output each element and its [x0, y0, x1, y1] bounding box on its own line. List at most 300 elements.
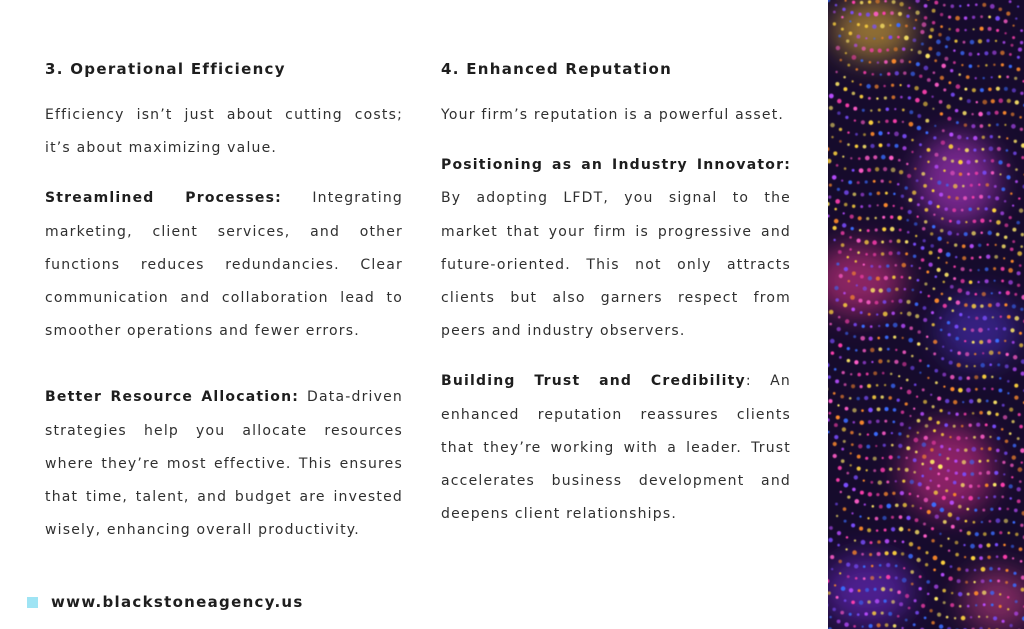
dot [986, 616, 988, 618]
dot [897, 251, 901, 255]
dot [909, 122, 914, 127]
dot [867, 384, 871, 388]
dot [995, 460, 997, 462]
dot [1012, 455, 1016, 459]
dot [935, 515, 939, 519]
website-link[interactable]: www.blackstoneagency.us [51, 593, 304, 611]
dot [838, 343, 842, 347]
dot [956, 449, 959, 452]
dot [1013, 521, 1016, 524]
dot [835, 4, 838, 7]
dot [850, 431, 854, 435]
dot [903, 503, 907, 507]
dot [1009, 432, 1012, 435]
dot [965, 569, 968, 572]
dot [953, 481, 957, 485]
dot [842, 155, 844, 157]
dot [985, 267, 989, 271]
dot [963, 111, 967, 115]
dot [925, 54, 930, 59]
dot [1012, 228, 1016, 232]
dot [940, 229, 944, 233]
dot [1011, 124, 1016, 129]
dot [893, 193, 896, 196]
dot [1020, 128, 1023, 131]
dot [884, 276, 888, 280]
dot [975, 388, 978, 391]
dot [982, 77, 984, 79]
dot [859, 515, 861, 517]
dot [948, 333, 951, 336]
dot [919, 575, 922, 578]
dot [930, 28, 934, 32]
dot [998, 75, 1001, 78]
dot [863, 361, 867, 365]
dot [989, 436, 991, 438]
dot [913, 458, 917, 462]
dot [876, 419, 880, 423]
dot [980, 219, 984, 223]
dot [829, 310, 834, 315]
dot [929, 35, 933, 39]
dot [964, 556, 966, 558]
dot [880, 73, 882, 75]
dot [918, 50, 922, 54]
dot [951, 160, 954, 163]
dot [989, 567, 993, 571]
dot [1005, 364, 1009, 368]
dot [977, 485, 980, 488]
dot [932, 108, 934, 110]
dot [965, 148, 969, 152]
dot [940, 508, 944, 512]
dot [1004, 236, 1008, 240]
dot [947, 321, 950, 324]
dot [1005, 569, 1008, 572]
dot [1017, 251, 1022, 256]
dot [917, 114, 921, 118]
dot [926, 580, 930, 584]
dot [963, 196, 967, 200]
dot [921, 463, 924, 466]
footer [27, 593, 304, 611]
dot [937, 205, 940, 208]
dot [850, 11, 853, 14]
dot [945, 262, 947, 264]
dot [919, 372, 921, 374]
dot [931, 527, 934, 530]
dot [923, 400, 927, 404]
dot [1021, 233, 1024, 236]
dot [860, 275, 864, 279]
dot [932, 323, 935, 326]
dot [995, 40, 997, 42]
dot [924, 4, 928, 8]
dot [914, 599, 917, 602]
dot [831, 568, 833, 570]
dot [859, 527, 863, 531]
dot [869, 553, 872, 556]
dot [894, 132, 899, 137]
dot [970, 244, 974, 248]
dot [941, 64, 946, 69]
dot [1005, 440, 1009, 444]
dot [943, 88, 946, 91]
dot [840, 59, 843, 62]
dot [929, 609, 932, 612]
dot [967, 593, 970, 596]
dot [856, 35, 860, 39]
dot [893, 408, 897, 412]
dot [882, 372, 885, 375]
dot [858, 216, 862, 220]
dot [963, 328, 966, 331]
dot [901, 552, 904, 555]
dot [855, 133, 858, 136]
dot [892, 551, 896, 555]
dot [921, 172, 925, 176]
dot [849, 248, 852, 251]
dot [999, 377, 1001, 379]
dot [857, 466, 861, 470]
dot [885, 192, 888, 195]
dot [851, 523, 855, 527]
dot [955, 553, 959, 557]
dot [991, 604, 994, 607]
dot [972, 412, 975, 415]
dot [921, 604, 925, 608]
dot [936, 421, 939, 424]
dot [899, 515, 903, 519]
dot [878, 265, 881, 268]
dot [865, 156, 870, 161]
dot [1000, 315, 1002, 317]
dot [953, 400, 957, 404]
dot [918, 482, 922, 486]
dot [905, 24, 908, 27]
dot [993, 483, 997, 487]
dot [889, 240, 892, 243]
dot [853, 192, 857, 196]
point-label: Positioning as an Industry Innovator: [441, 157, 791, 174]
dot [858, 13, 861, 16]
dot [869, 541, 872, 544]
dot [978, 184, 980, 186]
dot [934, 125, 936, 127]
dot [947, 241, 949, 243]
dot [856, 238, 860, 242]
dot [847, 495, 850, 498]
dot [894, 264, 897, 267]
dot [905, 252, 908, 255]
dot [899, 2, 903, 6]
dot [851, 443, 854, 446]
dot [943, 4, 946, 7]
dot [943, 304, 947, 308]
dot [905, 402, 908, 405]
dot [930, 244, 934, 248]
dot [1020, 560, 1023, 563]
dot [883, 444, 886, 447]
dot [879, 505, 883, 509]
dot [905, 619, 908, 622]
dot [951, 592, 953, 594]
dot-pattern-graphic [828, 0, 1024, 629]
dot [845, 319, 849, 323]
dot [961, 209, 964, 212]
dot [923, 534, 927, 538]
dot [990, 591, 994, 595]
dot [839, 572, 841, 574]
dot [944, 423, 948, 427]
dot [932, 21, 935, 24]
dot [930, 178, 932, 180]
dot [971, 328, 975, 332]
dot [1010, 463, 1014, 467]
dot [886, 49, 889, 52]
dot [998, 136, 1001, 139]
dot [911, 583, 914, 586]
dot [913, 243, 916, 246]
dot [862, 46, 866, 50]
dot [885, 324, 889, 328]
dot [947, 231, 952, 236]
dot [1007, 392, 1009, 394]
dot [955, 413, 958, 416]
dot [969, 399, 973, 403]
dot [950, 4, 954, 8]
dot [896, 23, 900, 27]
dot [1009, 53, 1012, 56]
dot [874, 588, 877, 591]
dot [944, 273, 948, 277]
dot [1016, 221, 1020, 225]
dot [989, 146, 994, 151]
dot [925, 347, 928, 350]
dot [1000, 51, 1005, 56]
dot [839, 274, 843, 278]
dot [987, 556, 991, 560]
dot [1004, 87, 1008, 91]
dot [1011, 476, 1013, 478]
dot [834, 435, 838, 439]
dot [890, 215, 893, 218]
dot [978, 460, 981, 463]
dot [923, 102, 928, 107]
dot [925, 208, 929, 212]
dot [1017, 284, 1020, 287]
dot [867, 168, 871, 172]
dot [1018, 413, 1021, 416]
dot [973, 581, 975, 583]
dot [950, 603, 954, 607]
dot [1020, 524, 1023, 527]
dot [966, 388, 971, 393]
dot [969, 64, 973, 68]
dot [841, 459, 845, 463]
dot [1008, 280, 1013, 285]
dot [962, 401, 964, 403]
dot [947, 538, 949, 540]
dot [931, 539, 935, 543]
dot [927, 365, 930, 368]
dot [995, 244, 997, 246]
dot [899, 602, 903, 606]
dot [958, 592, 962, 596]
dot [1011, 545, 1014, 548]
dot [858, 444, 862, 448]
dot [897, 590, 901, 594]
dot [892, 492, 895, 495]
dot [926, 486, 930, 490]
dot [950, 500, 954, 504]
dot [1010, 328, 1014, 332]
dot [944, 57, 948, 61]
dot [1015, 600, 1018, 603]
dot [927, 148, 931, 152]
dot [858, 299, 862, 303]
dot [957, 579, 961, 583]
dot [906, 300, 910, 304]
dot [953, 265, 956, 268]
dot [981, 148, 984, 151]
dot [870, 265, 873, 268]
dot [838, 466, 842, 470]
dot [945, 399, 949, 403]
dot [849, 397, 852, 400]
dot [996, 518, 1001, 523]
dot [891, 600, 895, 604]
section-operational-efficiency [45, 58, 403, 564]
dot [975, 532, 979, 536]
dot [909, 326, 913, 330]
dot [869, 336, 873, 340]
dot [1014, 395, 1018, 399]
dot [991, 159, 994, 162]
dot [852, 271, 856, 275]
dot [988, 15, 991, 18]
dot [1013, 367, 1017, 371]
dot [866, 373, 869, 376]
dot [889, 156, 894, 161]
dot [872, 24, 877, 29]
dot [871, 73, 874, 76]
dot [884, 528, 887, 531]
dot [955, 109, 959, 113]
dot [855, 145, 859, 149]
dot [847, 64, 850, 67]
point-text: : An enhanced reputation reassures clients that they’re working with a leader. Trust accelerates business development and deepens client relationships. [441, 373, 791, 523]
dot [829, 106, 833, 110]
dot [884, 492, 888, 496]
dot [986, 543, 990, 547]
dot [999, 98, 1004, 103]
dot [832, 226, 836, 230]
dot [998, 568, 1001, 571]
dot [992, 316, 994, 318]
dot [965, 581, 968, 584]
dot [986, 243, 988, 245]
dot [890, 588, 893, 591]
dot [915, 451, 918, 454]
dot [996, 303, 1000, 307]
dot [982, 375, 986, 379]
dot [933, 213, 935, 215]
dot [971, 472, 975, 476]
dot [914, 86, 918, 90]
dot [974, 591, 978, 595]
dot [977, 269, 979, 271]
dot [843, 292, 846, 295]
dot [979, 556, 983, 560]
dot [873, 38, 875, 40]
dot [874, 12, 879, 17]
dot [1011, 113, 1015, 117]
point-text: By adopting LFDT, you signal to the market that your firm is progressive and future-oriented. This not only attracts clients but also garners respect from peers and industry observers. [441, 190, 791, 340]
dot [889, 181, 892, 184]
dot [909, 493, 912, 496]
dot [976, 101, 978, 103]
dot [878, 108, 881, 111]
dot [873, 253, 876, 256]
dot [923, 239, 926, 242]
dot [869, 624, 873, 628]
dot [853, 323, 857, 327]
dot [956, 28, 960, 32]
dot [844, 383, 847, 386]
dot [987, 328, 989, 330]
dot [863, 145, 867, 149]
dot [882, 431, 886, 435]
dot [973, 219, 977, 223]
dot [948, 512, 953, 517]
dot [985, 484, 989, 488]
dot [965, 520, 968, 523]
dot [971, 124, 975, 128]
dot [987, 231, 991, 235]
dot [972, 304, 977, 309]
dot [893, 205, 895, 207]
dot [1015, 168, 1018, 171]
dot [994, 185, 997, 188]
dot [1002, 620, 1005, 623]
dot [915, 235, 917, 237]
dot [879, 288, 883, 292]
dot [968, 424, 971, 427]
dot [959, 97, 962, 100]
dot [968, 208, 972, 212]
dot [965, 352, 969, 356]
dot [880, 24, 885, 29]
dot [884, 420, 887, 423]
dot [943, 169, 946, 172]
dot [876, 529, 878, 531]
dot [995, 543, 998, 546]
dot [838, 35, 841, 38]
dot [852, 205, 855, 208]
dot [964, 123, 967, 126]
dot [886, 563, 890, 567]
dot [828, 399, 832, 403]
dot [948, 576, 953, 581]
dot [986, 496, 988, 498]
dot [937, 181, 941, 185]
dot [1014, 509, 1018, 513]
dot [938, 248, 943, 253]
dot [883, 167, 887, 171]
dot [849, 588, 853, 592]
dot [900, 491, 904, 495]
